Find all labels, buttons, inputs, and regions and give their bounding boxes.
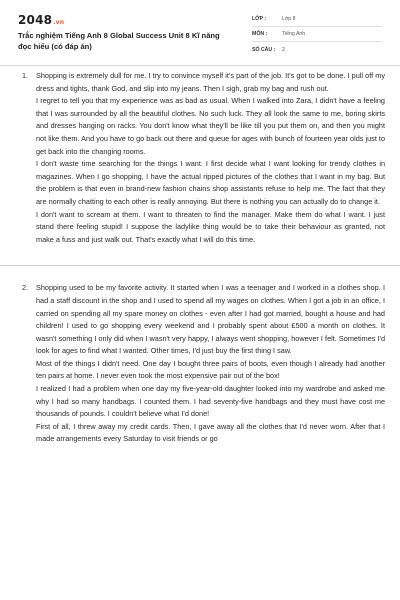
meta-row-subject	[252, 27, 382, 42]
passage-paragraph: Shopping is extremely dull for me. I try to convince myself it's part of the job. It's got to be done. I pull off my dress and tights, thank God, and slip into my jeans. Then I sigh, grab my bag and rush out.	[36, 71, 385, 93]
questions-list	[0, 70, 400, 446]
meta-label: MÔN :	[252, 31, 268, 37]
document-title: Trắc nghiệm Tiếng Anh 8 Global Success Unit 8 Kĩ năng đọc hiểu (có đáp án)	[18, 31, 220, 51]
meta-value: 2	[282, 46, 285, 53]
meta-info	[252, 12, 382, 57]
passage-paragraph: I realized I had a problem when one day my five-year-old daughter looked into my wardrobe and asked me why I had so many handbags. I counted them. I had seventy-five handbags and they must have cost me thousands of pounds. I couldn't believe what I'd done!	[36, 384, 385, 419]
question-item	[0, 282, 400, 446]
meta-label: SỐ CÂU :	[252, 46, 276, 53]
meta-value: Lớp 8	[282, 16, 296, 22]
question-passage	[36, 70, 385, 246]
passage-paragraph: I regret to tell you that my experience was as bad as usual. When I walked into Zara, I didn't have a feeling that I was surrounded by all the beautiful clothes. No such luck. They all look the same to me, boring skirts and dresses hanging on racks. You don't know what they'll be like till you put them on, and then you might not like them. And you have to go back out there and queue for ages with bunch of fourteen year olds just to get back into the changing rooms.	[36, 96, 385, 156]
site-logo[interactable]	[18, 13, 64, 27]
question-gap	[0, 266, 400, 282]
passage-paragraph: I don't waste time searching for the things I want. I first decide what I want looking for trendy clothes in magazines. When I go shopping, I have the actual ripped pictures of the clothes that I want in my bag. But the problem is that even in brand-new fashion chains shop assistants refuse to help me. The fact that they are normally chatting to each other is really annoying. But there is nothing you can actually do to change it.	[36, 159, 385, 206]
logo-text: 2048	[18, 13, 53, 27]
passage-paragraph: First of all, I threw away my credit cards. Then, I gave away all the clothes that I'd never worn. After that I made arrangements every Saturday to visit friends or go	[36, 421, 385, 444]
page-header	[0, 0, 400, 66]
meta-row-grade	[252, 12, 382, 27]
meta-label: LỚP :	[252, 16, 267, 22]
question-gap	[0, 246, 400, 262]
question-passage	[36, 282, 385, 446]
meta-value: Tiếng Anh	[282, 31, 306, 37]
passage-paragraph: I don't want to scream at them. I want to threaten to find the manager. Make them do what I want. I just stand there feeling stupid! I suppose the ladylike thing would be to take their behaviour as granted, not make a fuss and just walk out. That's exactly what I will do this time.	[36, 209, 385, 244]
logo-suffix: .vn	[53, 19, 65, 26]
question-number: 2.	[22, 283, 29, 293]
passage-paragraph: Shopping used to be my favorite activity. It started when I was a teenager and I worked in a clothes shop. I had a staff discount in the shop and I used to spend all my wages on clothes. When I got a job in an office, I carried on spending all my spare money on clothes - even after I had got married, bought a house and had children! I used to go shopping every weekend and I probably spent about £500 a month on clothes. It wasn't something I only did when I wasn't very happy, I always went shopping, however I felt. Sometimes I'd look for ages to find what I wanted. Other times, I'd just buy the first thing I saw.	[36, 283, 385, 356]
question-number: 1.	[22, 71, 29, 80]
meta-row-count	[252, 42, 382, 57]
passage-paragraph: Most of the things I didn't need. One day I bought three pairs of boots, even though I already had another ten pairs at home. I never even took the most expensive pair out of the box!	[36, 358, 385, 381]
question-item	[0, 70, 400, 246]
